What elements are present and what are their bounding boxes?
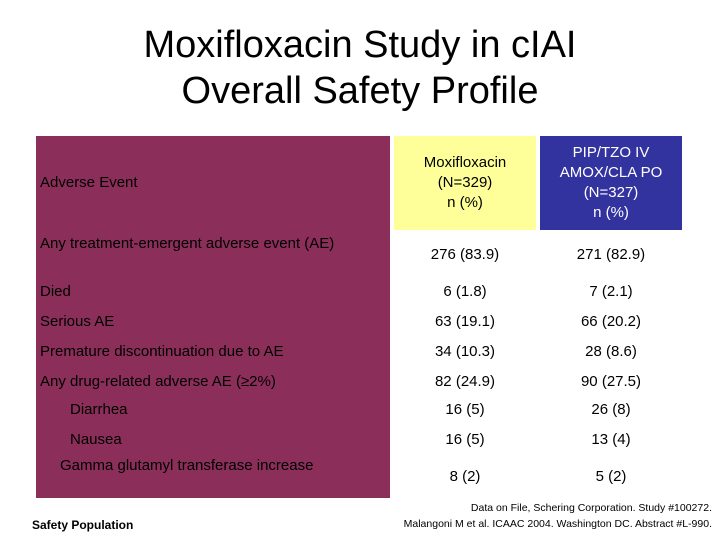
- row-moxi-value: 6 (1.8): [443, 283, 487, 300]
- safety-table: [36, 136, 682, 498]
- header-pip-tzo: [540, 136, 682, 230]
- row-pip-value: 90 (27.5): [580, 373, 642, 390]
- row-moxi-value: 276 (83.9): [430, 246, 500, 263]
- table-row: [36, 282, 682, 304]
- row-moxi-value: 63 (19.1): [434, 313, 496, 330]
- row-label: Died: [40, 283, 71, 300]
- header-pip-unit: n (%): [593, 204, 629, 221]
- row-pip-value: 28 (8.6): [585, 343, 637, 360]
- row-label: Any treatment-emergent adverse event (AE): [40, 235, 335, 252]
- header-moxi-unit: n (%): [447, 194, 483, 211]
- row-moxi-value: 8 (2): [449, 468, 481, 485]
- row-label: Premature discontinuation due to AE: [40, 343, 284, 360]
- row-moxi-value: 34 (10.3): [434, 343, 496, 360]
- header-pip-name: PIP/TZO IV: [572, 144, 650, 161]
- header-moxifloxacin: [394, 136, 536, 230]
- table-row: [36, 234, 682, 274]
- table-row: [36, 312, 682, 334]
- table-row: [36, 456, 682, 496]
- row-label: Serious AE: [40, 313, 115, 330]
- header-pip-n: (N=327): [583, 184, 639, 201]
- row-pip-value: 66 (20.2): [580, 313, 642, 330]
- title-line-2: Overall Safety Profile: [181, 70, 539, 112]
- header-pip-name-2: AMOX/CLA PO: [559, 164, 663, 181]
- header-moxi-name: Moxifloxacin: [423, 154, 507, 171]
- table-row: [36, 400, 682, 422]
- table-row: [36, 430, 682, 452]
- table-row: [36, 372, 682, 394]
- source-line-1: Data on File, Schering Corporation. Study #100272.: [470, 502, 712, 514]
- table-row: [36, 342, 682, 364]
- row-moxi-value: 82 (24.9): [434, 373, 496, 390]
- row-pip-value: 26 (8): [591, 401, 631, 418]
- source-line-2: Malangoni M et al. ICAAC 2004. Washington DC. Abstract #L-990.: [403, 518, 712, 530]
- row-label: Nausea: [70, 431, 122, 448]
- row-label: Diarrhea: [70, 401, 128, 418]
- row-moxi-value: 16 (5): [445, 431, 485, 448]
- row-label: Any drug-related adverse AE (≥2%): [40, 373, 276, 390]
- row-pip-value: 5 (2): [595, 468, 627, 485]
- slide-title: [0, 22, 720, 114]
- title-line-1: Moxifloxacin Study in cIAI: [143, 24, 577, 66]
- row-pip-value: 13 (4): [591, 431, 631, 448]
- header-moxi-n: (N=329): [437, 174, 493, 191]
- row-pip-value: 7 (2.1): [589, 283, 633, 300]
- source-citation: [352, 500, 712, 532]
- header-adverse-event: Adverse Event: [40, 174, 138, 191]
- row-pip-value: 271 (82.9): [576, 246, 646, 263]
- row-label: Gamma glutamyl transferase increase: [60, 457, 314, 474]
- row-moxi-value: 16 (5): [445, 401, 485, 418]
- safety-population-label: Safety Population: [32, 518, 134, 532]
